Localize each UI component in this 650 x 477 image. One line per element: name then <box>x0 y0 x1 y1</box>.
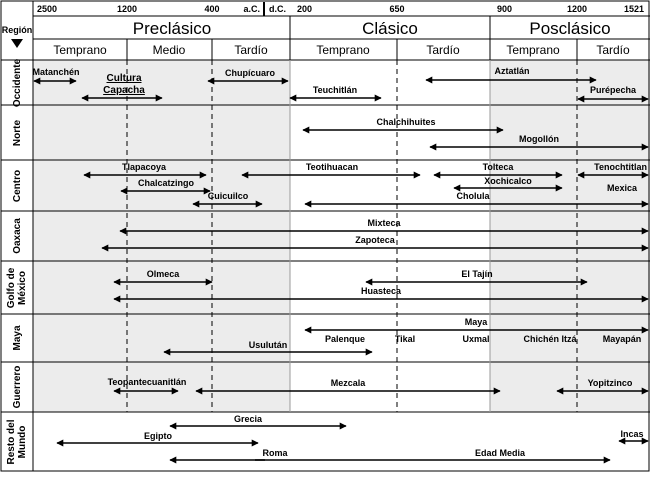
label-teopantecuanitlan: Teopantecuanitlán <box>107 377 187 387</box>
year-650: 650 <box>389 4 405 14</box>
label-edad-media: Edad Media <box>474 448 526 458</box>
region-resto-line2: Mundo <box>17 425 28 459</box>
label-usulutan: Usulután <box>248 340 288 350</box>
label-mexica: Mexica <box>606 183 637 193</box>
label-egipto: Egipto <box>144 431 172 441</box>
region-centro: Centro <box>12 169 23 203</box>
year-200: 200 <box>297 4 313 14</box>
label-mogollon: Mogollón <box>519 134 559 144</box>
label-el-tajin: El Tajín <box>461 269 493 279</box>
label-purepecha: Purépecha <box>589 85 637 95</box>
label-xochicalco: Xochicalco <box>484 176 532 186</box>
label-teuchitlan: Teuchitlán <box>312 85 358 95</box>
subperiod-tardio-2: Tardío <box>426 43 460 57</box>
label-cultura-capacha-2: Capacha <box>103 85 145 96</box>
year-1521: 1521 <box>623 4 644 14</box>
label-matanchen: Matanchén <box>32 67 80 77</box>
label-uxmal: Uxmal <box>462 334 490 344</box>
subperiod-medio: Medio <box>152 43 186 57</box>
subperiod-temprano-2: Temprano <box>316 43 370 57</box>
region-guerrero: Guerrero <box>12 365 23 409</box>
preclasico-shade <box>33 60 290 412</box>
label-cultura-capacha-1: Cultura <box>106 73 142 84</box>
subperiod-labels <box>53 43 630 57</box>
label-chalchihuites: Chalchihuites <box>376 117 436 127</box>
posclasico-shade <box>490 60 650 412</box>
region-oaxaca: Oaxaca <box>12 218 23 254</box>
period-clasico: Clásico <box>362 19 418 38</box>
label-aztatlan: Aztatlán <box>494 66 530 76</box>
subperiod-tardio-3: Tardío <box>596 43 630 57</box>
label-yopitzinco: Yopitzinco <box>587 378 633 388</box>
label-cuicuilco: Cuicuilco <box>207 191 249 201</box>
label-zapoteca: Zapoteca <box>355 235 395 245</box>
region-header: Región <box>1 25 33 35</box>
year-1200-ac: 1200 <box>116 4 138 14</box>
year-400: 400 <box>204 4 220 14</box>
label-maya: Maya <box>464 317 488 327</box>
region-golfo-line1: Golfo de <box>6 267 17 309</box>
subperiod-tardio-1: Tardío <box>234 43 268 57</box>
label-chupicuaro: Chupícuaro <box>224 68 276 78</box>
label-grecia: Grecia <box>233 414 263 424</box>
label-chalcatzingo: Chalcatzingo <box>137 178 195 188</box>
label-huasteca: Huasteca <box>360 286 402 296</box>
label-tlapacoya: Tlapacoya <box>121 162 167 172</box>
period-preclasico: Preclásico <box>132 19 212 38</box>
label-chichen-itza: Chichén Itzá <box>523 334 577 344</box>
label-mezcala: Mezcala <box>330 378 366 388</box>
year-2500: 2500 <box>37 4 58 14</box>
period-shading <box>33 60 650 412</box>
year-900: 900 <box>497 4 513 14</box>
label-palenque: Palenque <box>324 334 366 344</box>
label-roma: Roma <box>262 448 288 458</box>
subperiod-temprano-1: Temprano <box>53 43 107 57</box>
subperiod-temprano-3: Temprano <box>506 43 560 57</box>
region-maya: Maya <box>12 325 23 351</box>
label-tikal: Tikal <box>394 334 416 344</box>
era-ac: a.C. <box>243 4 260 14</box>
label-cholula: Cholula <box>456 191 490 201</box>
period-labels <box>133 19 611 38</box>
region-occidente: Occidente <box>12 58 23 108</box>
region-down-triangle-icon <box>11 39 23 48</box>
label-teotihuacan: Teotihuacan <box>305 162 359 172</box>
region-resto-line1: Resto del <box>6 419 17 465</box>
region-golfo-line2: México <box>17 271 28 305</box>
label-incas: Incas <box>620 429 644 439</box>
label-mixteca: Mixteca <box>367 218 401 228</box>
label-tolteca: Tolteca <box>482 162 514 172</box>
region-norte: Norte <box>12 119 23 147</box>
year-1200-dc: 1200 <box>566 4 588 14</box>
label-tenochtitlan: Tenochtitlan <box>594 162 647 172</box>
era-dc: d.C. <box>269 4 286 14</box>
label-mayapan: Mayapán <box>602 334 642 344</box>
period-posclasico: Posclásico <box>529 19 611 38</box>
label-olmeca: Olmeca <box>146 269 180 279</box>
header-labels <box>37 4 644 14</box>
